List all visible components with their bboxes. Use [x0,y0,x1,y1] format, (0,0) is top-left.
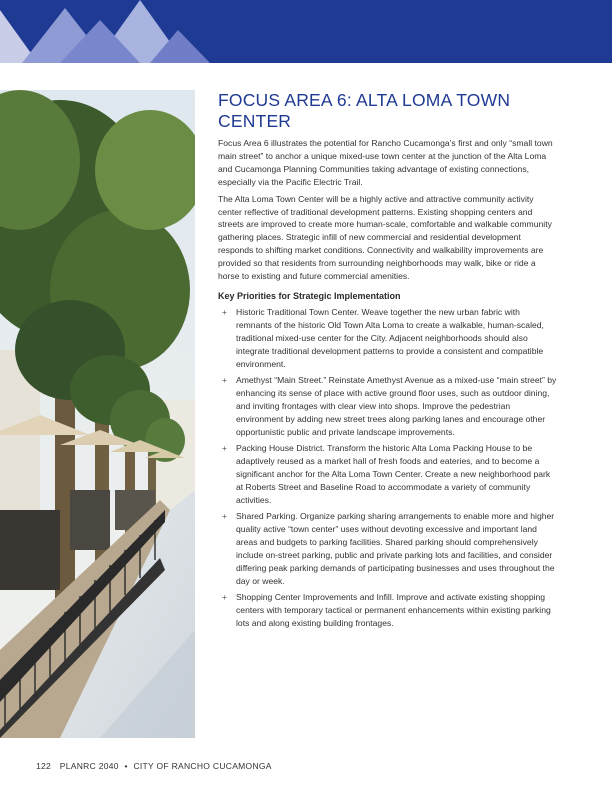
plus-icon: + [222,592,228,602]
intro-paragraph: Focus Area 6 illustrates the potential for Rancho Cucamonga’s first and only “small town main street” to anchor a unique mixed-use town center at the junction of the Alta Loma and Cucamonga Planning Communities taking advantage of existing connections, especially via the Pacific Electric Trail. [218,138,553,187]
plus-icon: + [222,443,228,454]
page-number: 122 [36,761,52,771]
priorities-heading: Key Priorities for Strategic Implementation [218,290,401,301]
plan-name: PLANRC 2040 [59,761,119,771]
list-item-text: Shopping Center Improvements and Infill. Improve and activate existing shopping centers with temporary tactical or permanent enhancements within existing parking lots and along existing building frontages. [236,592,551,628]
list-item [218,306,558,371]
list-item-text: Packing House District. Transform the historic Alta Loma Packing House to be adaptively reused as a market hall of fresh foods and eateries, and to become a significant anchor for the Alta Loma Town Center. Create a new neighborhood park at Roberts Street and Baseline Road to accommodate a variety of community activities. [236,443,551,505]
plus-icon: + [222,306,228,317]
list-item-text: Historic Traditional Town Center. Weave together the new urban fabric with remnants of the historic Old Town Alta Loma to create a walkable, human-scaled, traditional mixed-use center for the City. Adjacent neighborhoods should also integrate traditional development patterns to provide a consistent and compatible environment. [236,306,544,369]
list-item-text: Amethyst “Main Street.” Reinstate Amethyst Avenue as a mixed-use “main street” by enhancing its sense of place with active ground floor uses, such as outdoor dining, and inviting frontages with clear view into shops. Improve the pedestrian environment by adding new street trees along parking lanes and encourage other opportunistic public and private landscape improvements. [236,375,557,437]
list-item [218,510,558,587]
list-item [218,442,558,507]
page-title: FOCUS AREA 6: ALTA LOMA TOWN CENTER [218,90,511,131]
header-triangles [0,0,612,63]
description-paragraph: The Alta Loma Town Center will be a highly active and attractive community activity center reflective of traditional development patterns. Existing shopping centers and streets are improved to create more human-scale, comfortable and walkable community gathering places. Strategic infill of new commercial and residential development responds to shifting market conditions. Connectivity and walkability improvements are provided so that residents from surrounding neighborhoods may walk, bike or ride a horse to existing and future commercial amenities. [218,193,552,282]
palm-promenade-illustration [0,90,195,738]
street-photo [0,90,195,738]
main-content [218,90,558,633]
list-item [218,374,558,439]
priorities-list [218,306,558,630]
header-band [0,0,612,63]
footer-separator: • [124,761,128,771]
city-name: CITY OF RANCHO CUCAMONGA [133,761,272,771]
list-item-text: Shared Parking. Organize parking sharing arrangements to enable more and higher quality active “town center” uses without devoting excessive and important land areas and budgets to parking facilities. Shared parking should comprehensively include on-street parking, public and private parking lots and facilities, and consider differing peak parking demands of participating businesses and uses throughout the day or week. [236,511,555,586]
page-footer [36,761,272,771]
list-item [218,591,558,630]
plus-icon: + [222,375,228,385]
plus-icon: + [222,511,228,522]
